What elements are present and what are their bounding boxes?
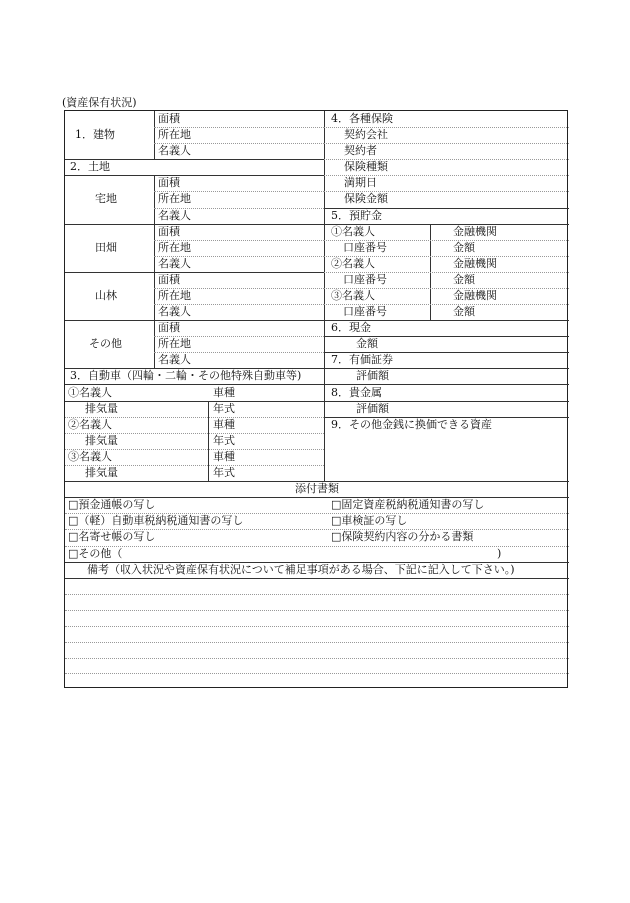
sonota-location-label: 所在地: [158, 337, 191, 350]
sanrin-owner-label: 名義人: [158, 305, 191, 318]
remarks-title: 備考（収入状況や資産保有状況について補足事項がある場合、下記に記入して下さい。): [87, 563, 515, 576]
car-displacement-2: 排気量: [85, 434, 118, 447]
car-displacement-1: 排気量: [85, 402, 118, 415]
car-year-3: 年式: [213, 466, 235, 479]
car-model-2: 車種: [213, 418, 235, 431]
denbata-area-label: 面積: [158, 225, 180, 238]
attach-insurance-contract[interactable]: □保険契約内容の分かる書類: [331, 530, 474, 543]
building-title: 1．建物: [75, 128, 115, 141]
building-area-label: 面積: [158, 112, 180, 125]
takuchi-title: 宅地: [95, 192, 117, 205]
building-owner-label: 名義人: [158, 144, 191, 157]
sanrin-title: 山林: [95, 289, 117, 302]
savings-owner-3: ③名義人: [331, 289, 375, 302]
savings-account-2: 口座番号: [343, 273, 387, 286]
other-assets-title: 9．その他金銭に換価できる資産: [331, 418, 492, 431]
car-model-1: 車種: [213, 386, 235, 399]
attach-inspection[interactable]: □車検証の写し: [331, 514, 408, 527]
takuchi-owner-label: 名義人: [158, 209, 191, 222]
insurance-amount-label: 保険金額: [344, 192, 388, 205]
denbata-owner-label: 名義人: [158, 257, 191, 270]
savings-account-1: 口座番号: [343, 241, 387, 254]
car-model-3: 車種: [213, 450, 235, 463]
takuchi-area-label: 面積: [158, 176, 180, 189]
car-year-2: 年式: [213, 434, 235, 447]
savings-bank-1: 金融機関: [453, 225, 497, 238]
attach-car-tax[interactable]: □（軽）自動車税納税通知書の写し: [68, 514, 244, 527]
sonota-area-label: 面積: [158, 321, 180, 334]
insurance-title: 4．各種保険: [331, 112, 393, 125]
car-displacement-3: 排気量: [85, 466, 118, 479]
savings-owner-2: ②名義人: [331, 257, 375, 270]
savings-amount-3: 金額: [453, 305, 475, 318]
car-year-1: 年式: [213, 402, 235, 415]
insurance-type-label: 保険種類: [344, 160, 388, 173]
metals-title: 8．貴金属: [331, 386, 382, 399]
insurance-company-label: 契約会社: [344, 128, 388, 141]
land-title: 2．土地: [70, 160, 110, 173]
car-owner-1: ①名義人: [68, 386, 112, 399]
takuchi-location-label: 所在地: [158, 192, 191, 205]
savings-bank-3: 金融機関: [453, 289, 497, 302]
attach-nayose[interactable]: □名寄せ帳の写し: [68, 530, 156, 543]
insurance-contractor-label: 契約者: [344, 144, 377, 157]
attach-passbook[interactable]: □預金通帳の写し: [68, 498, 156, 511]
sanrin-area-label: 面積: [158, 273, 180, 286]
savings-owner-1: ①名義人: [331, 225, 375, 238]
caption: (資産保有状況): [62, 96, 137, 109]
sonota-owner-label: 名義人: [158, 353, 191, 366]
cash-title: 6．現金: [331, 321, 371, 334]
securities-valuation-label: 評価額: [356, 369, 389, 382]
building-location-label: 所在地: [158, 128, 191, 141]
attach-other-close: ): [497, 547, 502, 560]
denbata-location-label: 所在地: [158, 241, 191, 254]
savings-amount-2: 金額: [453, 273, 475, 286]
metals-valuation-label: 評価額: [356, 402, 389, 415]
cash-amount-label: 金額: [356, 337, 378, 350]
car-title: 3．自動車（四輪・二輪・その他特殊自動車等): [70, 369, 302, 382]
attachments-title: 添付書類: [295, 482, 339, 495]
attach-property-tax[interactable]: □固定資産税納税通知書の写し: [331, 498, 485, 511]
savings-bank-2: 金融機関: [453, 257, 497, 270]
car-owner-2: ②名義人: [68, 418, 112, 431]
sanrin-location-label: 所在地: [158, 289, 191, 302]
denbata-title: 田畑: [95, 241, 117, 254]
car-owner-3: ③名義人: [68, 450, 112, 463]
savings-title: 5．預貯金: [331, 209, 382, 222]
asset-form: [64, 110, 568, 688]
sonota-title: その他: [89, 337, 122, 350]
attach-other[interactable]: □その他（: [68, 547, 123, 560]
savings-amount-1: 金額: [453, 241, 475, 254]
securities-title: 7．有価証券: [331, 353, 393, 366]
savings-account-3: 口座番号: [343, 305, 387, 318]
insurance-maturity-label: 満期日: [344, 176, 377, 189]
